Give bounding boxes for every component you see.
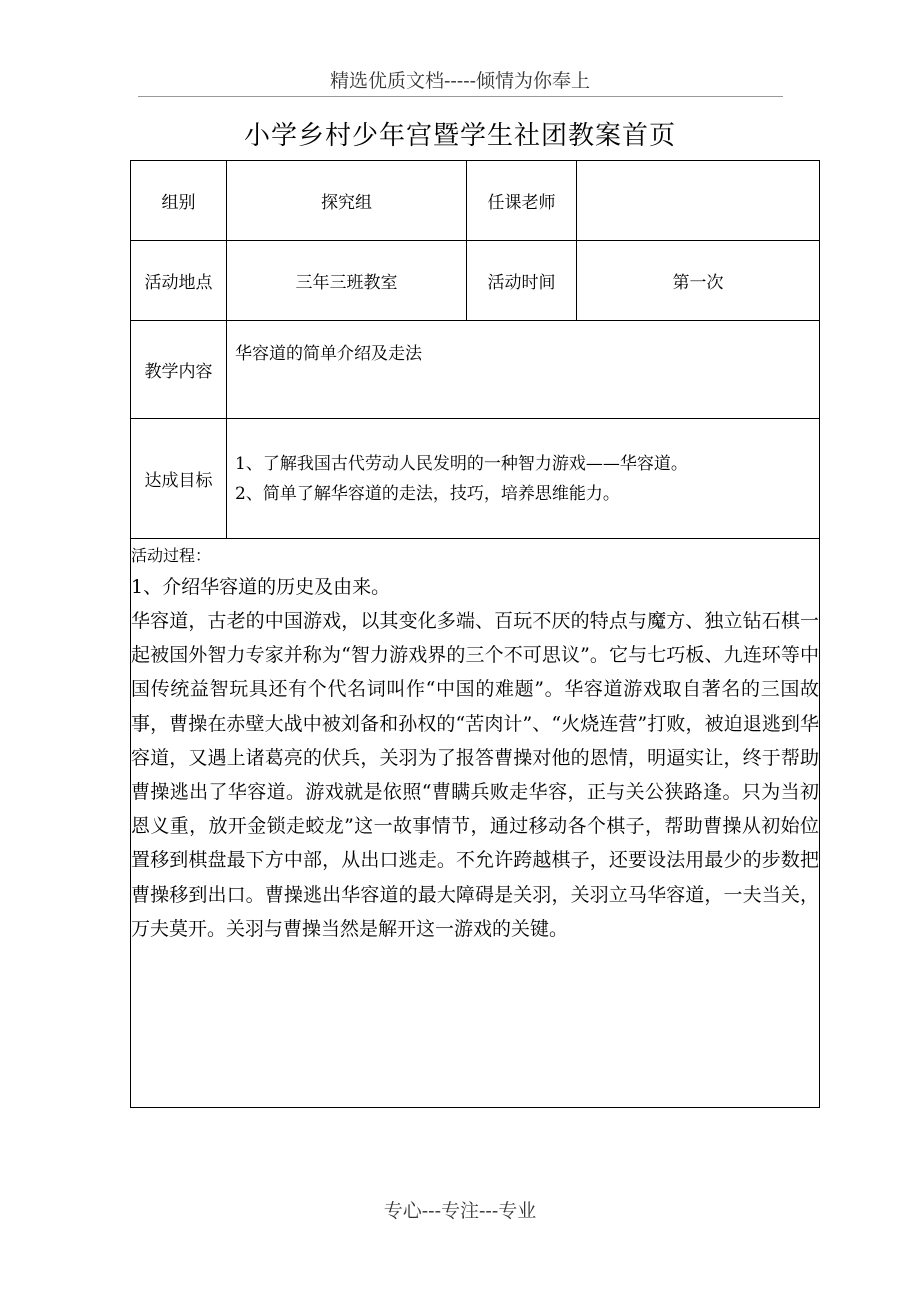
time-label: 活动时间	[467, 241, 577, 321]
page-header: 精选优质文档-----倾情为你奉上	[329, 70, 591, 92]
table-row	[131, 161, 820, 241]
time-value: 第一次	[577, 241, 820, 321]
teacher-label: 任课老师	[467, 161, 577, 241]
table-row	[131, 321, 820, 419]
lesson-plan-table	[130, 160, 820, 1108]
table-row	[131, 539, 820, 1108]
group-label: 组别	[131, 161, 227, 241]
teacher-value	[577, 161, 820, 241]
table-row	[131, 241, 820, 321]
goal-item: 1、了解我国古代劳动人民发明的一种智力游戏——华容道。	[235, 453, 688, 474]
process-step: 1、介绍华容道的历史及由来。	[131, 576, 391, 598]
process-label: 活动过程：	[131, 546, 212, 565]
header-divider	[138, 96, 783, 97]
content-label: 教学内容	[131, 321, 227, 419]
process-body: 华容道，古老的中国游戏，以其变化多端、百玩不厌的特点与魔方、独立钻石棋一起被国外智力专家并称为“智力游戏界的三个不可思议”。它与七巧板、九连环等中国传统益智玩具还有个代名词叫作“中国的难题”。华容道游戏取自著名的三国故事，曹操在赤壁大战中被刘备和孙权的“苦肉计”、“火烧连营”打败，被迫退逃到华容道，又遇上诸葛亮的伏兵，关羽为了报答曹操对他的恩情，明逼实让，终于帮助曹操逃出了华容道。游戏就是依照“曹瞒兵败走华容，正与关公狭路逢。只为当初恩义重，放开金锁走蛟龙”这一故事情节，通过移动各个棋子，帮助曹操从初始位置移到棋盘最下方中部，从出口逃走。不允许跨越棋子，还要设法用最少的步数把曹操移到出口。曹操逃出华容道的最大障碍是关羽，关羽立马华容道，一夫当关，万夫莫开。关羽与曹操当然是解开这一游戏的关键。	[131, 610, 819, 940]
goal-item: 2、简单了解华容道的走法，技巧，培养思维能力。	[235, 483, 620, 504]
goals-value	[227, 419, 820, 539]
group-value: 探究组	[227, 161, 467, 241]
process-cell	[131, 539, 820, 1108]
table-row	[131, 419, 820, 539]
goals-label: 达成目标	[131, 419, 227, 539]
content-value: 华容道的简单介绍及走法	[227, 321, 820, 419]
location-value: 三年三班教室	[227, 241, 467, 321]
page-footer: 专心---专注---专业	[383, 1200, 537, 1222]
document-title: 小学乡村少年宫暨学生社团教案首页	[243, 121, 676, 151]
location-label: 活动地点	[131, 241, 227, 321]
